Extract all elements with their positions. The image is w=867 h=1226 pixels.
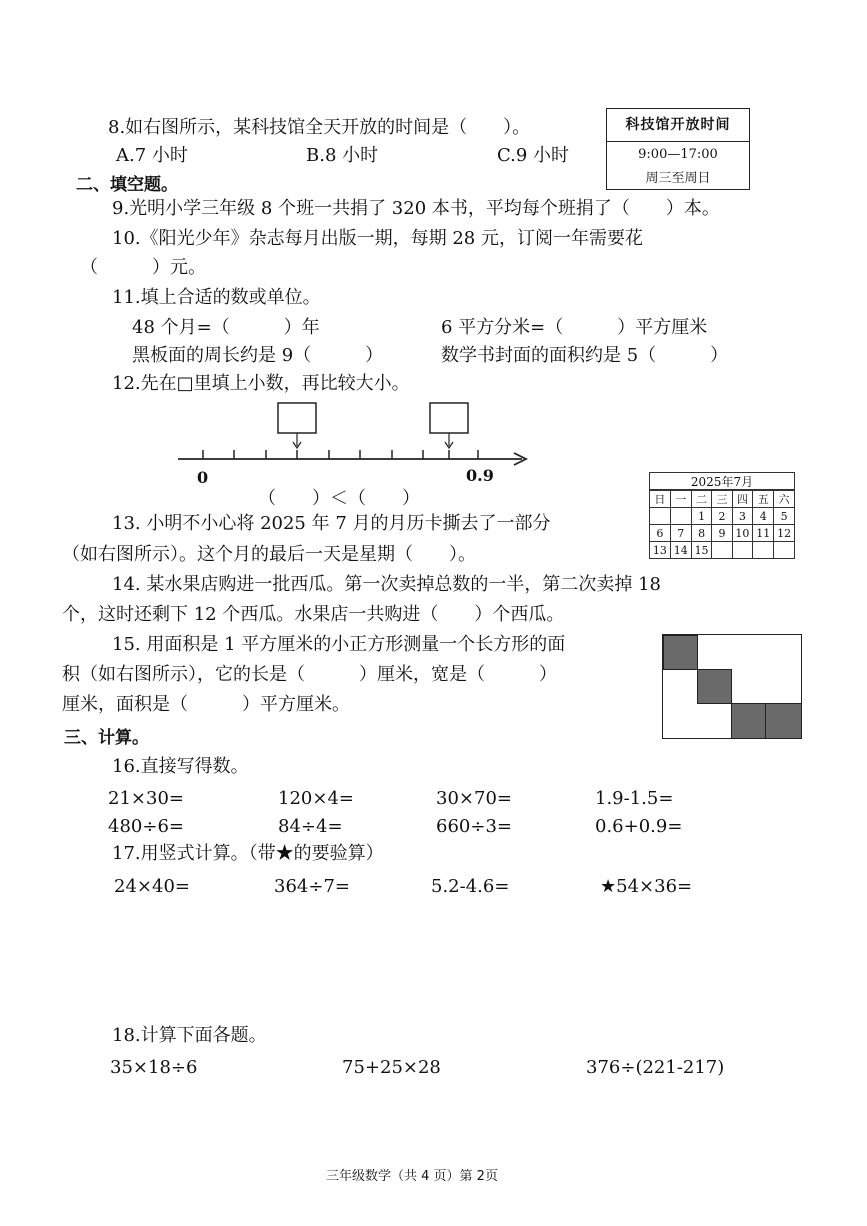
calendar-day-0 (650, 508, 671, 525)
calendar-day-5 (753, 542, 774, 559)
unit-square-4 (765, 703, 802, 739)
calendar-day-1: 14 (670, 542, 691, 559)
q17-item-1: 24×40= (114, 876, 190, 897)
calendar-grid (649, 490, 795, 559)
q8-option-c: C.9 小时 (497, 145, 570, 166)
q18-item-3: 376÷(221-217) (586, 1057, 725, 1078)
opening-hours-sign (606, 108, 750, 190)
q16-item-7: 660÷3= (436, 816, 512, 837)
calendar-weekday-2: 二 (691, 491, 712, 508)
unit-square-1 (663, 635, 698, 670)
q15-line3: 厘米，面积是（ ）平方厘米。 (62, 694, 350, 715)
calendar-day-4 (732, 542, 753, 559)
calendar-day-5: 11 (753, 525, 774, 542)
calendar-day-6: 12 (774, 525, 795, 542)
calendar-day-3: 9 (712, 525, 732, 542)
q8-option-a: A.7 小时 (116, 145, 188, 166)
area-rectangle (662, 634, 802, 739)
calendar-weekday-3: 三 (712, 491, 732, 508)
answer-box-1 (278, 403, 316, 433)
calendar-weekday-1: 一 (670, 491, 691, 508)
calendar-day-2: 1 (691, 508, 712, 525)
sign-title: 科技馆开放时间 (607, 109, 749, 142)
calendar-day-3 (712, 542, 732, 559)
calendar-day-0: 13 (650, 542, 671, 559)
calendar-day-0: 6 (650, 525, 671, 542)
calendar-day-2: 15 (691, 542, 712, 559)
q9-text: 9.光明小学三年级 8 个班一共捐了 320 本书，平均每个班捐了（ ）本。 (112, 198, 720, 219)
label-0-9: 0.9 (466, 466, 494, 485)
calendar-title: 2025年7月 (649, 472, 795, 490)
calendar-day-6: 5 (774, 508, 795, 525)
sign-time: 9:00—17:00 (638, 147, 718, 162)
calendar-day-2: 8 (691, 525, 712, 542)
q16-item-8: 0.6+0.9= (595, 816, 683, 837)
unit-square-2 (697, 669, 732, 704)
page-footer: 三年级数学（共 4 页）第 2页 (326, 1169, 498, 1184)
section-3-heading: 三、计算。 (64, 728, 149, 748)
calendar-day-4: 3 (732, 508, 753, 525)
q15-line1: 15. 用面积是 1 平方厘米的小正方形测量一个长方形的面 (112, 634, 566, 655)
calendar-card (649, 472, 795, 560)
q8-option-b: B.8 小时 (306, 145, 379, 166)
calendar-day-3: 2 (712, 508, 732, 525)
calendar-day-1: 7 (670, 525, 691, 542)
q11-title: 11.填上合适的数或单位。 (112, 287, 321, 308)
q16-item-5: 480÷6= (108, 816, 184, 837)
q17-item-3: 5.2-4.6= (431, 876, 510, 897)
q11-d: 数学书封面的面积约是 5（ ） (441, 345, 729, 366)
q18-title: 18.计算下面各题。 (112, 1025, 267, 1046)
q18-item-1: 35×18÷6 (110, 1057, 198, 1078)
calendar-weekday-4: 四 (732, 491, 753, 508)
q8-text: 8.如右图所示，某科技馆全天开放的时间是（ ）。 (108, 117, 531, 138)
calendar-day-5: 4 (753, 508, 774, 525)
q14-line1: 14. 某水果店购进一批西瓜。第一次卖掉总数的一半，第二次卖掉 18 (112, 574, 661, 595)
answer-box-2 (430, 403, 468, 433)
q10-line1: 10.《阳光少年》杂志每月出版一期，每期 28 元，订阅一年需要花 (112, 228, 643, 249)
calendar-weekday-6: 六 (774, 491, 795, 508)
q15-line2: 积（如右图所示），它的长是（ ）厘米，宽是（ ） (62, 664, 557, 685)
q11-c: 黑板面的周长约是 9（ ） (132, 345, 384, 366)
label-zero: 0 (197, 468, 209, 487)
q16-title: 16.直接写得数。 (112, 756, 249, 777)
q18-item-2: 75+25×28 (342, 1057, 441, 1078)
calendar-weekday-5: 五 (753, 491, 774, 508)
ticks (203, 450, 478, 459)
q11-b: 6 平方分米=（ ）平方厘米 (441, 317, 708, 338)
q16-item-1: 21×30= (108, 788, 184, 809)
q11-a: 48 个月=（ ）年 (132, 317, 320, 338)
sign-days: 周三至周日 (645, 171, 711, 186)
q14-line2: 个，这时还剩下 12 个西瓜。水果店一共购进（ ）个西瓜。 (62, 604, 565, 625)
q16-item-2: 120×4= (278, 788, 354, 809)
q10-line2: （ ）元。 (80, 257, 206, 278)
section-2-heading: 二、填空题。 (76, 175, 178, 195)
q12-compare: （ ）＜（ ） (258, 488, 420, 509)
q13-line1: 13. 小明不小心将 2025 年 7 月的月历卡撕去了一部分 (112, 513, 551, 534)
q17-item-4: ★54×36= (600, 876, 693, 897)
calendar-weekday-0: 日 (650, 491, 671, 508)
unit-square-3 (731, 703, 766, 739)
q13-line2: （如右图所示）。这个月的最后一天是星期（ ）。 (62, 544, 476, 565)
q17-title: 17.用竖式计算。（带★的要验算） (112, 843, 384, 864)
q17-item-2: 364÷7= (274, 876, 350, 897)
q12-title: 12.先在□里填上小数，再比较大小。 (112, 373, 410, 394)
calendar-day-6 (774, 542, 795, 559)
q16-item-6: 84÷4= (278, 816, 343, 837)
calendar-day-4: 10 (732, 525, 753, 542)
q16-item-3: 30×70= (436, 788, 512, 809)
calendar-day-1 (670, 508, 691, 525)
q16-item-4: 1.9-1.5= (595, 788, 674, 809)
